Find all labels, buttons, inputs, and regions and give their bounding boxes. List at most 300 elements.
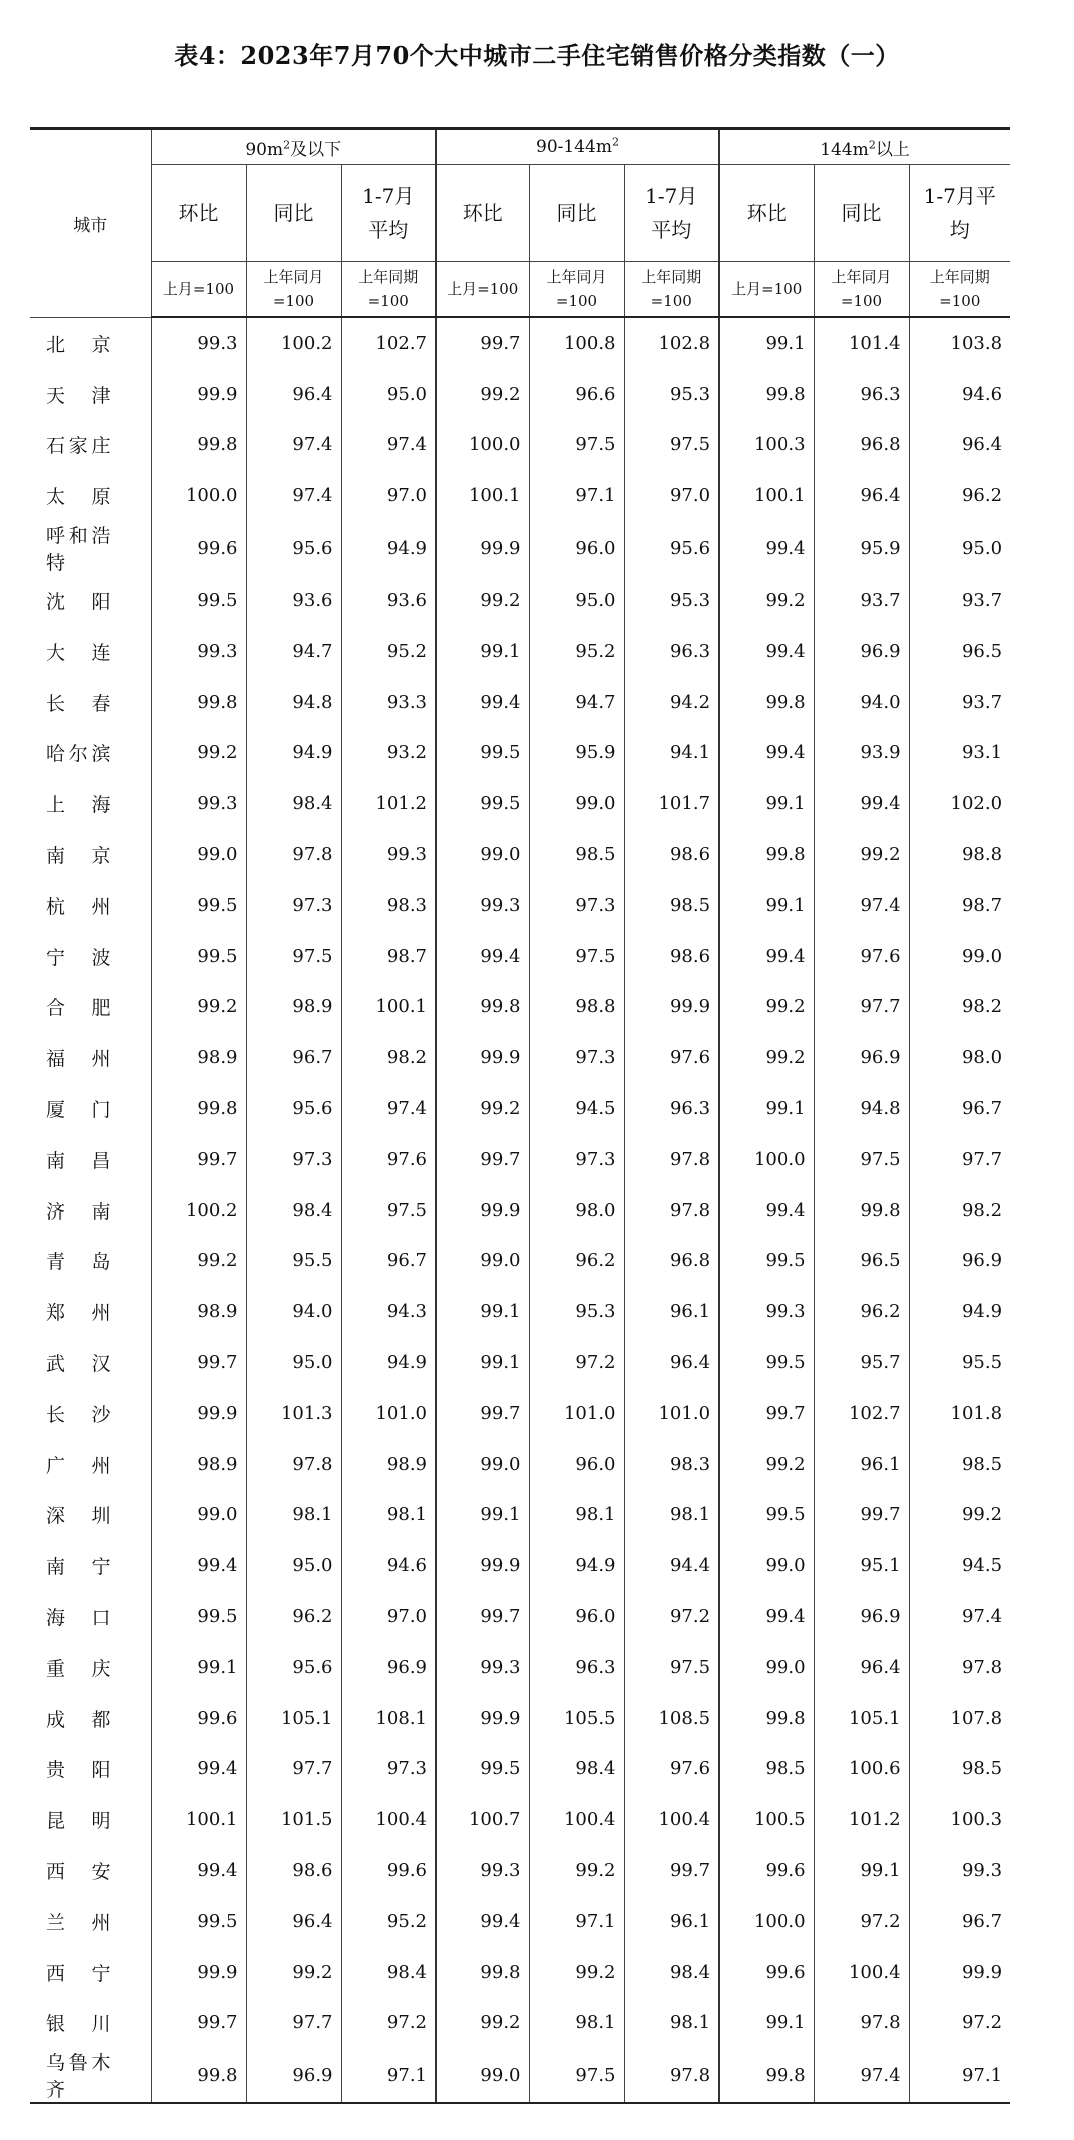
index-value: 99.5 [436,778,529,829]
index-value: 99.8 [719,369,814,420]
index-value: 99.8 [814,1185,909,1236]
index-value: 99.3 [436,1642,529,1693]
base-header: 上年同月=100 [529,262,624,318]
index-value: 94.7 [246,626,341,677]
index-value: 99.0 [909,931,1010,982]
index-value: 98.9 [151,1286,246,1337]
base-header: 上年同期=100 [624,262,719,318]
city-name: 西宁 [46,1962,111,1985]
table-row [30,778,1010,829]
index-value: 99.0 [436,2048,529,2103]
table-row [30,1083,1010,1134]
index-value: 96.8 [814,420,909,471]
table-row [30,1134,1010,1185]
index-value: 94.9 [341,521,436,575]
index-value: 101.0 [341,1388,436,1439]
table-row [30,1439,1010,1490]
index-value: 99.4 [436,931,529,982]
index-value: 96.4 [246,369,341,420]
table-row [30,1388,1010,1439]
index-value: 99.7 [814,1490,909,1541]
index-value: 99.7 [719,1388,814,1439]
index-value: 99.7 [436,317,529,369]
index-value: 99.9 [436,1032,529,1083]
index-value: 100.0 [719,1134,814,1185]
index-value: 97.5 [246,931,341,982]
index-value: 99.2 [436,369,529,420]
index-value: 97.3 [246,880,341,931]
city-name: 昆明 [46,1810,111,1833]
index-value: 96.2 [909,470,1010,521]
index-value: 94.6 [909,369,1010,420]
index-value: 99.0 [719,1540,814,1591]
index-value: 99.7 [151,1998,246,2049]
index-value: 105.1 [814,1693,909,1744]
index-value: 97.6 [814,931,909,982]
index-value: 99.7 [151,1337,246,1388]
index-value: 97.1 [529,470,624,521]
index-value: 96.1 [624,1896,719,1947]
index-value: 99.6 [151,521,246,575]
index-value: 102.7 [814,1388,909,1439]
index-value: 96.7 [909,1083,1010,1134]
index-value: 97.5 [624,420,719,471]
index-value: 99.3 [909,1845,1010,1896]
metric-header: 环比 [151,165,246,262]
table-row [30,1845,1010,1896]
group-header-small: $90m^2$及以下 [151,129,436,165]
index-value: 99.1 [719,1998,814,2049]
index-value: 99.9 [151,1388,246,1439]
index-value: 98.1 [529,1998,624,2049]
index-value: 99.0 [151,1490,246,1541]
index-value: 99.9 [624,982,719,1033]
index-value: 96.5 [814,1236,909,1287]
index-value: 94.5 [529,1083,624,1134]
index-value: 102.0 [909,778,1010,829]
index-value: 99.5 [719,1337,814,1388]
index-value: 99.7 [436,1591,529,1642]
index-value: 96.9 [341,1642,436,1693]
city-column-header: 城市 [30,129,151,318]
index-value: 99.2 [436,1998,529,2049]
index-value: 98.6 [246,1845,341,1896]
index-value: 98.0 [909,1032,1010,1083]
index-value: 97.2 [909,1998,1010,2049]
index-value: 94.9 [529,1540,624,1591]
city-name: 西安 [46,1861,111,1883]
index-value: 97.7 [246,1998,341,2049]
index-value: 94.0 [246,1286,341,1337]
index-value: 98.4 [341,1947,436,1998]
index-value: 98.2 [909,1185,1010,1236]
index-value: 99.1 [436,626,529,677]
index-value: 98.1 [624,1998,719,2049]
index-value: 100.0 [151,470,246,521]
index-value: 99.0 [436,829,529,880]
table-row [30,1032,1010,1083]
metric-header: 环比 [436,165,529,262]
index-value: 97.4 [341,420,436,471]
index-value: 96.2 [814,1286,909,1337]
table-row [30,1947,1010,1998]
index-value: 96.9 [814,1591,909,1642]
index-value: 101.2 [341,778,436,829]
index-value: 98.5 [909,1744,1010,1795]
table-row [30,420,1010,471]
index-value: 98.9 [341,1439,436,1490]
city-name: 郑州 [46,1302,111,1325]
header-base-row [30,262,1010,318]
city-name: 上海 [46,794,111,817]
table-row [30,2048,1010,2103]
city-name: 深圳 [46,1505,111,1528]
index-value: 99.8 [719,2048,814,2103]
table-row [30,677,1010,728]
index-value: 98.5 [909,1439,1010,1490]
index-value: 97.2 [341,1998,436,2049]
table-row [30,575,1010,626]
index-value: 101.8 [909,1388,1010,1439]
city-name: 银川 [46,2013,111,2036]
index-value: 97.2 [814,1896,909,1947]
base-header: 上年同期=100 [909,262,1010,318]
group-header-large: $144m^2$以上 [719,129,1010,165]
city-name: 合肥 [46,997,111,1020]
metric-header: 环比 [719,165,814,262]
index-value: 100.0 [719,1896,814,1947]
index-value: 99.6 [719,1845,814,1896]
index-value: 98.4 [246,778,341,829]
city-name: 大连 [46,641,111,664]
base-header: 上月=100 [436,262,529,318]
index-value: 99.8 [436,982,529,1033]
city-name: 贵阳 [46,1759,111,1782]
index-value: 101.3 [246,1388,341,1439]
index-value: 98.9 [246,982,341,1033]
index-value: 98.8 [909,829,1010,880]
index-value: 94.8 [246,677,341,728]
index-value: 96.4 [814,1642,909,1693]
index-value: 95.3 [624,575,719,626]
index-value: 99.4 [719,626,814,677]
index-value: 97.8 [909,1642,1010,1693]
index-value: 99.2 [814,829,909,880]
index-value: 99.5 [436,1744,529,1795]
table-title: 表4：2023年7月70个大中城市二手住宅销售价格分类指数（一） [174,41,900,70]
index-value: 99.0 [719,1642,814,1693]
table-row [30,521,1010,575]
index-value: 97.4 [909,1591,1010,1642]
table-row [30,829,1010,880]
index-value: 99.2 [719,575,814,626]
index-value: 95.5 [909,1337,1010,1388]
index-value: 97.3 [529,1032,624,1083]
table-row [30,470,1010,521]
index-value: 93.7 [814,575,909,626]
metric-header: 同比 [246,165,341,262]
index-value: 95.6 [246,521,341,575]
index-value: 98.9 [151,1032,246,1083]
index-value: 98.4 [624,1947,719,1998]
index-value: 95.6 [246,1083,341,1134]
index-value: 98.2 [909,982,1010,1033]
index-value: 98.7 [909,880,1010,931]
index-value: 96.3 [624,626,719,677]
city-name: 乌鲁木齐 [30,2048,151,2103]
index-value: 99.8 [151,677,246,728]
index-value: 99.9 [151,1947,246,1998]
index-value: 99.1 [719,317,814,369]
index-value: 99.2 [246,1947,341,1998]
index-value: 95.3 [529,1286,624,1337]
city-name: 海口 [46,1607,111,1630]
city-name: 重庆 [46,1657,111,1680]
table-row [30,1642,1010,1693]
index-value: 97.1 [341,2048,436,2103]
index-value: 99.9 [436,521,529,575]
index-value: 99.0 [436,1236,529,1287]
table-row [30,1185,1010,1236]
index-value: 97.1 [909,2048,1010,2103]
index-value: 97.6 [341,1134,436,1185]
index-value: 95.9 [529,728,624,779]
index-value: 98.6 [624,931,719,982]
index-value: 97.3 [246,1134,341,1185]
index-value: 98.1 [529,1490,624,1541]
index-value: 99.7 [436,1134,529,1185]
table-row [30,1896,1010,1947]
city-name: 天津 [46,384,111,407]
index-value: 100.2 [151,1185,246,1236]
index-value: 97.4 [814,2048,909,2103]
city-name: 兰州 [46,1911,111,1934]
index-value: 99.8 [719,1693,814,1744]
index-value: 93.7 [909,575,1010,626]
table-row [30,1236,1010,1287]
index-value: 100.1 [341,982,436,1033]
index-value: 99.2 [719,1032,814,1083]
city-name: 武汉 [46,1353,111,1376]
index-value: 99.9 [436,1185,529,1236]
index-value: 99.4 [814,778,909,829]
index-value: 99.8 [151,1083,246,1134]
city-name: 长春 [46,692,111,715]
index-value: 100.8 [529,317,624,369]
index-value: 99.4 [151,1540,246,1591]
index-value: 101.5 [246,1794,341,1845]
index-value: 96.9 [814,626,909,677]
index-value: 98.4 [246,1185,341,1236]
index-value: 99.8 [151,2048,246,2103]
index-value: 100.3 [909,1794,1010,1845]
city-name: 北京 [46,333,111,356]
index-value: 99.2 [719,1439,814,1490]
index-value: 94.7 [529,677,624,728]
index-value: 99.5 [151,575,246,626]
index-value: 95.1 [814,1540,909,1591]
index-value: 99.4 [151,1744,246,1795]
index-value: 97.2 [529,1337,624,1388]
table-row [30,369,1010,420]
index-value: 97.2 [624,1591,719,1642]
index-value: 93.9 [814,728,909,779]
metric-header: 1-7月平均 [624,165,719,262]
index-value: 99.5 [151,1896,246,1947]
index-value: 100.1 [719,470,814,521]
metric-header: 同比 [529,165,624,262]
index-value: 101.0 [624,1388,719,1439]
index-value: 99.8 [436,1947,529,1998]
index-value: 97.7 [814,982,909,1033]
index-value: 93.2 [341,728,436,779]
group-header-medium: $90-144m^2$ [436,129,719,165]
table-row [30,626,1010,677]
index-value: 99.4 [719,521,814,575]
index-value: 96.9 [814,1032,909,1083]
index-value: 99.5 [719,1490,814,1541]
index-value: 98.5 [624,880,719,931]
index-value: 97.4 [814,880,909,931]
index-value: 94.0 [814,677,909,728]
table-row [30,982,1010,1033]
index-value: 97.8 [624,2048,719,2103]
index-value: 99.1 [814,1845,909,1896]
city-name: 太原 [46,486,111,509]
index-value: 101.2 [814,1794,909,1845]
index-value: 99.5 [151,1591,246,1642]
index-value: 99.6 [151,1693,246,1744]
index-value: 97.5 [529,931,624,982]
index-value: 96.4 [909,420,1010,471]
index-value: 95.7 [814,1337,909,1388]
index-value: 98.1 [341,1490,436,1541]
index-value: 98.1 [624,1490,719,1541]
index-value: 93.3 [341,677,436,728]
index-value: 94.9 [909,1286,1010,1337]
index-value: 100.5 [719,1794,814,1845]
index-value: 97.3 [529,880,624,931]
index-value: 98.5 [529,829,624,880]
price-index-table [30,127,1010,2104]
city-name: 宁波 [46,946,111,969]
price-index-table-container [30,127,1010,2104]
index-value: 99.0 [529,778,624,829]
index-value: 99.3 [151,317,246,369]
table-row [30,1490,1010,1541]
city-name: 石家庄 [46,435,111,458]
index-value: 99.8 [719,829,814,880]
index-value: 95.2 [529,626,624,677]
index-value: 99.3 [719,1286,814,1337]
index-value: 99.4 [719,728,814,779]
index-value: 93.7 [909,677,1010,728]
index-value: 98.3 [624,1439,719,1490]
table-row [30,317,1010,369]
index-value: 96.4 [624,1337,719,1388]
index-value: 101.4 [814,317,909,369]
index-value: 95.0 [246,1540,341,1591]
index-value: 99.8 [719,677,814,728]
header-group-row [30,129,1010,165]
index-value: 97.8 [246,1439,341,1490]
index-value: 97.1 [529,1896,624,1947]
index-value: 95.6 [246,1642,341,1693]
index-value: 94.5 [909,1540,1010,1591]
index-value: 93.6 [246,575,341,626]
index-value: 96.6 [529,369,624,420]
table-row [30,1540,1010,1591]
index-value: 97.4 [246,420,341,471]
index-value: 94.9 [341,1337,436,1388]
index-value: 97.8 [246,829,341,880]
table-body [30,317,1010,2103]
index-value: 94.2 [624,677,719,728]
index-value: 94.3 [341,1286,436,1337]
base-header: 上年同月=100 [814,262,909,318]
index-value: 99.5 [719,1236,814,1287]
index-value: 94.4 [624,1540,719,1591]
index-value: 99.7 [151,1134,246,1185]
index-value: 96.9 [246,2048,341,2103]
index-value: 101.7 [624,778,719,829]
index-value: 100.4 [341,1794,436,1845]
index-value: 99.4 [436,1896,529,1947]
index-value: 99.5 [151,880,246,931]
city-name: 南宁 [46,1556,111,1579]
index-value: 107.8 [909,1693,1010,1744]
index-value: 94.8 [814,1083,909,1134]
index-value: 99.0 [151,829,246,880]
index-value: 96.9 [909,1236,1010,1287]
index-value: 96.2 [246,1591,341,1642]
index-value: 99.1 [719,880,814,931]
index-value: 96.0 [529,1439,624,1490]
index-value: 98.9 [151,1439,246,1490]
index-value: 99.1 [719,1083,814,1134]
index-value: 99.4 [151,1845,246,1896]
index-value: 96.3 [814,369,909,420]
index-value: 97.8 [814,1998,909,2049]
index-value: 94.6 [341,1540,436,1591]
index-value: 96.0 [529,1591,624,1642]
index-value: 96.2 [529,1236,624,1287]
index-value: 97.0 [341,470,436,521]
index-value: 99.0 [436,1439,529,1490]
index-value: 99.7 [436,1388,529,1439]
index-value: 95.3 [624,369,719,420]
index-value: 97.8 [624,1185,719,1236]
table-row [30,1998,1010,2049]
index-value: 100.6 [814,1744,909,1795]
index-value: 99.7 [624,1845,719,1896]
index-value: 98.7 [341,931,436,982]
city-name: 福州 [46,1048,111,1071]
index-value: 99.2 [529,1845,624,1896]
city-name: 广州 [46,1454,111,1477]
index-value: 96.8 [624,1236,719,1287]
index-value: 97.5 [529,2048,624,2103]
city-name: 青岛 [46,1251,111,1274]
index-value: 100.7 [436,1794,529,1845]
index-value: 99.1 [719,778,814,829]
index-value: 94.9 [246,728,341,779]
index-value: 99.2 [719,982,814,1033]
index-value: 100.4 [529,1794,624,1845]
index-value: 99.6 [341,1845,436,1896]
city-name: 长沙 [46,1403,111,1426]
index-value: 99.2 [436,575,529,626]
